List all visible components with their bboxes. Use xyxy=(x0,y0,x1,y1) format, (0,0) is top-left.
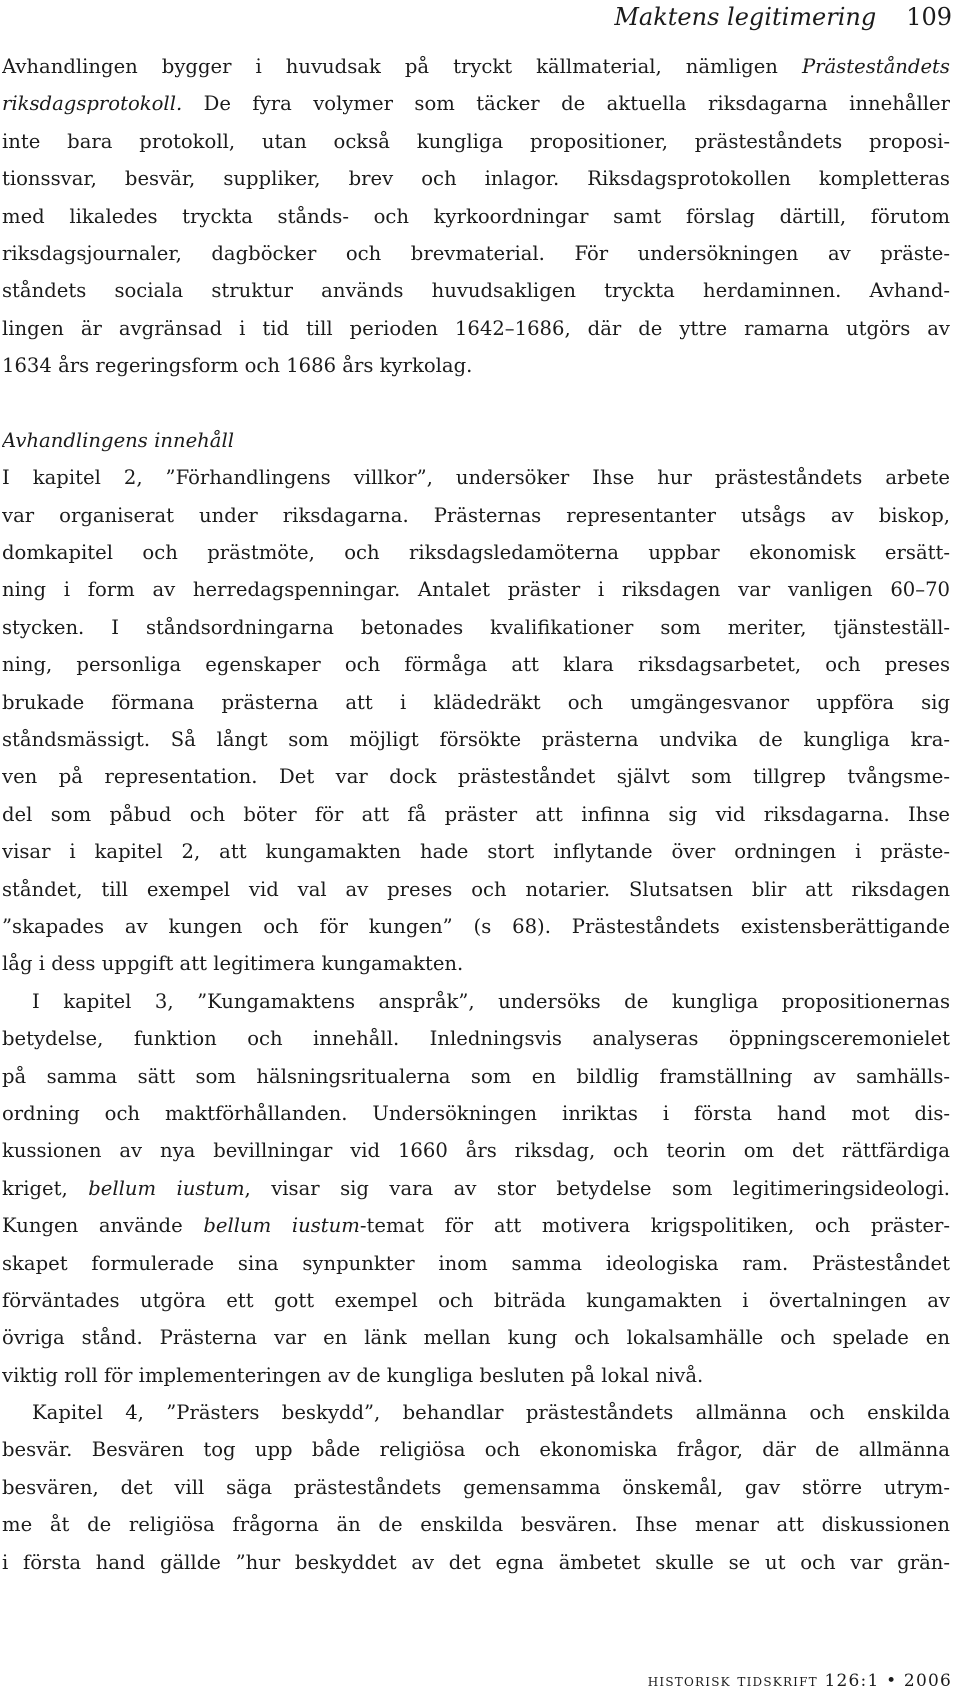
text-line xyxy=(2,571,950,608)
journal-name: historisk tidskrift xyxy=(647,1671,818,1691)
text-segment: var organiserat under riksdagarna. Prästernas representanter utsågs av biskop, xyxy=(2,503,950,527)
body-text xyxy=(2,48,950,1581)
text-segment: med likaledes tryckta stånds- och kyrkoordningar samt förslag därtill, förutom xyxy=(2,204,950,228)
text-line xyxy=(2,459,950,496)
text-line xyxy=(2,1020,950,1057)
text-line xyxy=(2,85,950,122)
text-line xyxy=(2,347,950,384)
text-line xyxy=(2,1282,950,1319)
text-segment: ståndets sociala struktur används huvudsakligen tryckta herdaminnen. Avhand- xyxy=(2,279,950,303)
text-segment: besvären, det vill säga prästeståndets gemensamma önskemål, gav större utrym- xyxy=(2,1475,950,1499)
text-segment: ståndsmässigt. Så långt som möjligt försökte prästerna undvika de kungliga kra- xyxy=(2,728,950,752)
italic-text: riksdagsprotokoll. xyxy=(2,92,183,116)
text-segment: riksdagsjournaler, dagböcker och brevmaterial. För undersökningen av präste- xyxy=(2,241,950,265)
text-segment: Kapitel 4, ”Prästers beskydd”, behandlar prästeståndets allmänna och enskilda xyxy=(32,1401,950,1425)
text-segment: ordning och maktförhållanden. Undersökningen inriktas i första hand mot dis- xyxy=(2,1101,950,1125)
text-segment: på samma sätt som hälsningsritualerna som en bildlig framställning av samhälls- xyxy=(2,1064,950,1088)
text-line xyxy=(2,1544,950,1581)
text-line xyxy=(2,310,950,347)
text-segment: Avhandlingen bygger i huvudsak på tryckt källmaterial, nämligen xyxy=(2,55,802,78)
running-title: Maktens legitimering xyxy=(614,3,877,31)
text-segment: Kungen använde xyxy=(2,1214,204,1238)
text-line xyxy=(2,1357,950,1394)
text-line xyxy=(2,796,950,833)
text-line xyxy=(2,833,950,870)
text-line xyxy=(2,1431,950,1468)
text-line xyxy=(2,534,950,571)
text-line xyxy=(2,684,950,721)
italic-text: bellum iustum xyxy=(88,1176,245,1200)
text-segment: förväntades utgöra ett gott exempel och biträda kungamakten i övertalningen av xyxy=(2,1288,950,1312)
text-segment: kussionen av nya bevillningar vid 1660 års riksdag, och teorin om det rättfärdiga xyxy=(2,1139,950,1163)
text-segment: betydelse, funktion och innehåll. Inledningsvis analyseras öppningsceremonielet xyxy=(2,1027,950,1051)
text-line xyxy=(2,1207,950,1244)
journal-issue: 126:1 xyxy=(824,1671,880,1691)
text-line xyxy=(2,758,950,795)
text-line xyxy=(2,497,950,534)
text-line xyxy=(2,123,950,160)
text-segment: besvär. Besvären tog upp både religiösa och ekonomiska frågor, där de allmänna xyxy=(2,1438,950,1462)
text-segment: ning i form av herredagspenningar. Antalet präster i riksdagen var vanligen 60–70 xyxy=(2,578,950,602)
page-number: 109 xyxy=(906,3,952,31)
running-header xyxy=(614,0,952,34)
journal-footer xyxy=(648,1668,952,1694)
text-line xyxy=(2,1394,950,1431)
text-line xyxy=(2,272,950,309)
text-segment: , visar sig vara av stor betydelse som legitimeringsideologi. xyxy=(244,1176,950,1200)
text-line xyxy=(2,198,950,235)
text-line xyxy=(2,160,950,197)
text-segment: del som påbud och böter för att få präster att infinna sig vid riksdagarna. Ihse xyxy=(2,802,950,826)
text-line xyxy=(2,871,950,908)
text-line xyxy=(2,908,950,945)
text-segment: 1634 års regeringsform och 1686 års kyrkolag. xyxy=(2,354,473,378)
text-line xyxy=(2,945,950,982)
text-segment: me åt de religiösa frågorna än de enskilda besvären. Ihse menar att diskussionen xyxy=(2,1513,950,1537)
section-heading: Avhandlingens innehåll xyxy=(2,428,235,452)
italic-text: bellum iustum xyxy=(203,1214,360,1238)
text-segment: ning, personliga egenskaper och förmåga att klara riksdagsarbetet, och preses xyxy=(2,653,950,677)
text-line xyxy=(2,1319,950,1356)
text-segment: I kapitel 3, ”Kungamaktens anspråk”, undersöks de kungliga propositionernas xyxy=(32,989,950,1013)
text-segment: I kapitel 2, ”Förhandlingens villkor”, undersöker Ihse hur prästeståndets arbete xyxy=(2,466,950,490)
text-segment: ven på representation. Det var dock prästeståndet självt som tillgrep tvångsme- xyxy=(2,765,950,789)
text-line xyxy=(2,1132,950,1169)
italic-text: Prästeståndets xyxy=(801,55,950,78)
text-segment: De fyra volymer som täcker de aktuella riksdagarna innehåller xyxy=(182,92,950,116)
text-segment: ståndet, till exempel vid val av preses och notarier. Slutsatsen blir att riksdagen xyxy=(2,877,950,901)
text-segment: kriget, xyxy=(2,1176,89,1200)
text-segment: tionssvar, besvär, suppliker, brev och inlagor. Riksdagsprotokollen kompletteras xyxy=(2,167,950,191)
text-segment: viktig roll för implementeringen av de kungliga besluten på lokal nivå. xyxy=(2,1363,704,1387)
journal-year: 2006 xyxy=(903,1671,952,1691)
text-segment: i första hand gällde ”hur beskyddet av det egna ämbetet skulle se ut och var grän- xyxy=(2,1550,950,1574)
text-segment: ”skapades av kungen och för kungen” (s 68). Prästeståndets existensberättigande xyxy=(2,914,950,938)
text-segment: skapet formulerade sina synpunkter inom samma ideologiska ram. Prästeståndet xyxy=(2,1251,950,1275)
text-segment: -temat för att motivera krigspolitiken, och präster- xyxy=(359,1214,950,1238)
text-segment: lingen är avgränsad i tid till perioden 1642–1686, där de yttre ramarna utgörs av xyxy=(2,316,950,340)
text-line xyxy=(2,1170,950,1207)
text-line xyxy=(2,235,950,272)
text-line xyxy=(2,983,950,1020)
text-segment: domkapitel och prästmöte, och riksdagsledamöterna uppbar ekonomisk ersätt- xyxy=(2,541,950,565)
text-segment: övriga stånd. Prästerna var en länk mellan kung och lokalsamhälle och spelade en xyxy=(2,1326,950,1350)
text-line xyxy=(2,1095,950,1132)
text-line xyxy=(2,1506,950,1543)
text-segment: låg i dess uppgift att legitimera kungamakten. xyxy=(2,952,464,976)
text-segment: visar i kapitel 2, att kungamakten hade stort inflytande över ordningen i präste- xyxy=(2,840,950,864)
text-line xyxy=(2,609,950,646)
text-segment: brukade förmana prästerna att i klädedräkt och umgängesvanor uppföra sig xyxy=(2,690,950,714)
text-line xyxy=(2,1469,950,1506)
footer-separator: • xyxy=(886,1671,898,1691)
text-line xyxy=(2,1245,950,1282)
text-line xyxy=(2,721,950,758)
paragraph-gap xyxy=(2,385,950,422)
text-line xyxy=(2,1058,950,1095)
text-segment: stycken. I ståndsordningarna betonades kvalifikationer som meriter, tjänsteställ- xyxy=(2,615,950,639)
text-line xyxy=(2,48,950,85)
text-line xyxy=(2,646,950,683)
text-segment: inte bara protokoll, utan också kungliga propositioner, prästeståndets proposi- xyxy=(2,129,950,153)
